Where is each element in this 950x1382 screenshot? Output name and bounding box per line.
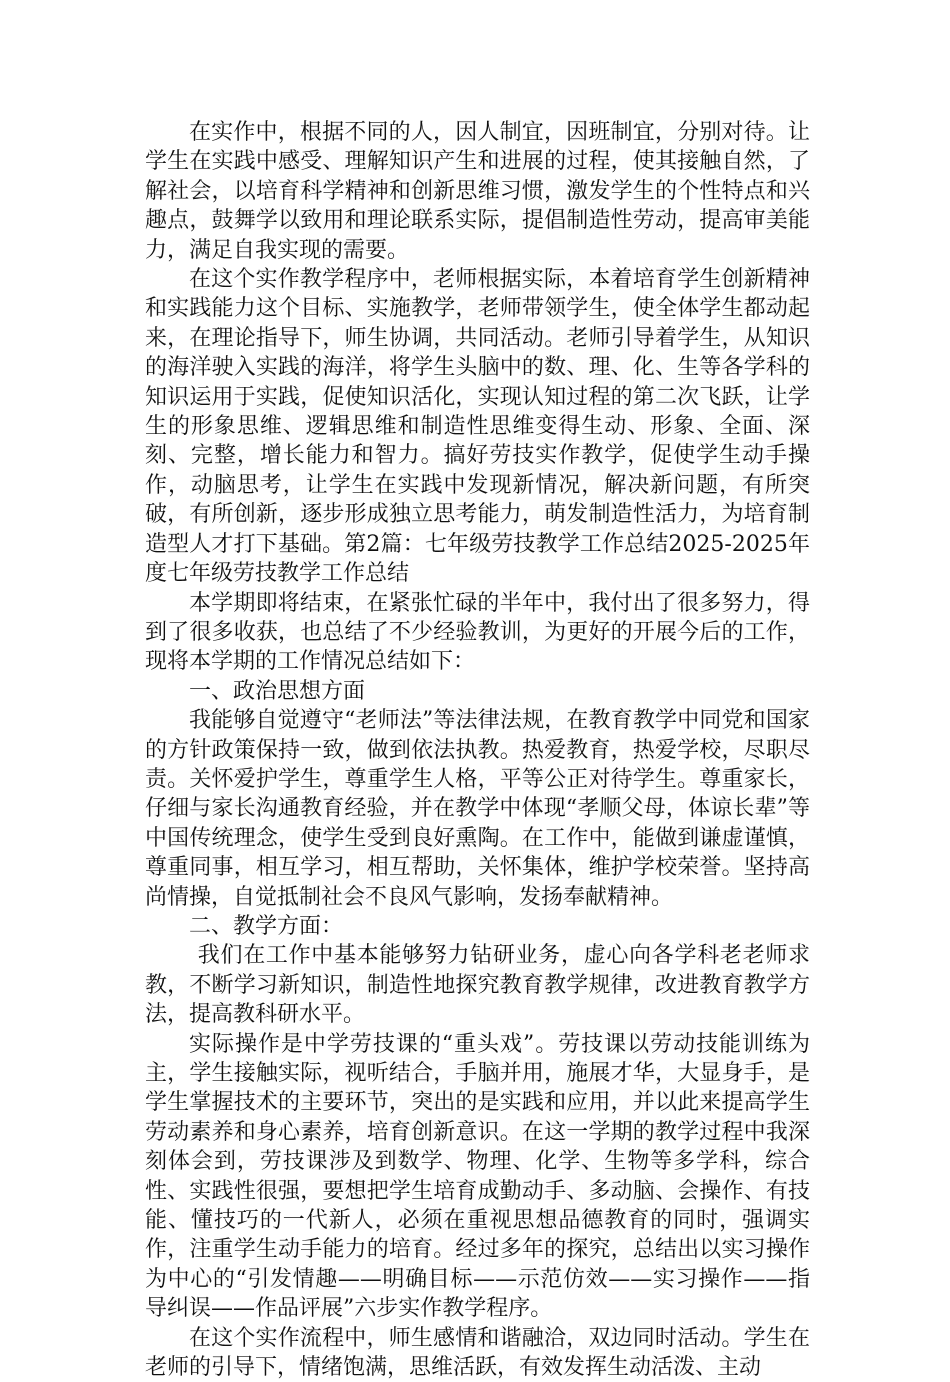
section-heading-political: 一、政治思想方面 — [189, 678, 366, 704]
section-heading-teaching: 二、教学方面： — [189, 913, 344, 939]
document-body — [145, 118, 810, 1382]
paragraph-practice-flow: 在这个实作流程中，师生感情和谐融洽，双边同时活动。学生在老师的引导下，情绪饱满，思维活跃，有效发挥生动活泼、主动 — [145, 1325, 810, 1381]
paragraph-teaching-procedure: 在这个实作教学程序中，老师根据实际，本着培育学生创新精神和实践能力这个目标、实施教学，老师带领学生，使全体学生都动起来，在理论指导下，师生协调，共同活动。老师引导着学生，从知识的海洋驶入实践的海洋，将学生头脑中的数、理、化、生等各学科的知识运用于实践，促使知识活化，实现认知过程的第二次飞跃，让学生的形象思维、逻辑思维和制造性思维变得生动、形象、全面、深刻、完整，增长能力和智力。搞好劳技实作教学，促使学生动手操作，动脑思考，让学生在实践中发现新情况，解决新问题，有所突破，有所创新，逐步形成独立思考能力，萌发制造性活力，为培育制造型人才打下基础。第2篇：七年级劳技教学工作总结2025-2025年度七年级劳技教学工作总结 — [145, 267, 810, 587]
paragraph-practical-operation: 实际操作是中学劳技课的“重头戏”。劳技课以劳动技能训练为主，学生接触实际，视听结合，手脑并用，施展才华，大显身手，是学生掌握技术的主要环节，突出的是实践和应用，并以此来提高学生劳动素养和身心素养，培育创新意识。在这一学期的教学过程中我深刻体会到，劳技课涉及到数学、物理、化学、生物等多学科，综合性、实践性很强，要想把学生培育成勤动手、多动脑、会操作、有技能、懂技巧的一代新人，必须在重视思想品德教育的同时，强调实作，注重学生动手能力的培育。经过多年的探究，总结出以实习操作为中心的“引发情趣——明确目标——示范仿效——实习操作——指导纠误——作品评展”六步实作教学程序。 — [145, 1031, 810, 1322]
paragraph-semester-summary: 本学期即将结束，在紧张忙碌的半年中，我付出了很多努力，得到了很多收获，也总结了不少经验教训，为更好的开展今后的工作，现将本学期的工作情况总结如下： — [145, 590, 810, 675]
paragraph-teaching-research: 我们在工作中基本能够努力钻研业务，虚心向各学科老老师求教，不断学习新知识，制造性地探究教育教学规律，改进教育教学方法，提高教科研水平。 — [145, 943, 810, 1028]
paragraph-practice-intro: 在实作中，根据不同的人，因人制宜，因班制宜，分别对待。让学生在实践中感受、理解知识产生和进展的过程，使其接触自然，了解社会，以培育科学精神和创新思维习惯，激发学生的个性特点和兴趣点，鼓舞学以致用和理论联系实际，提倡制造性劳动，提高审美能力，满足自我实现的需要。 — [145, 120, 810, 263]
paragraph-political-thought: 我能够自觉遵守“老师法”等法律法规，在教育教学中同党和国家的方针政策保持一致，做到依法执教。热爱教育，热爱学校，尽职尽责。关怀爱护学生，尊重学生人格，平等公正对待学生。尊重家长，仔细与家长沟通教育经验，并在教学中体现“孝顺父母，体谅长辈”等中国传统理念，使学生受到良好熏陶。在工作中，能做到谦虚谨慎，尊重同事，相互学习，相互帮助，关怀集体，维护学校荣誉。坚持高尚情操，自觉抵制社会不良风气影响，发扬奉献精神。 — [145, 708, 810, 910]
